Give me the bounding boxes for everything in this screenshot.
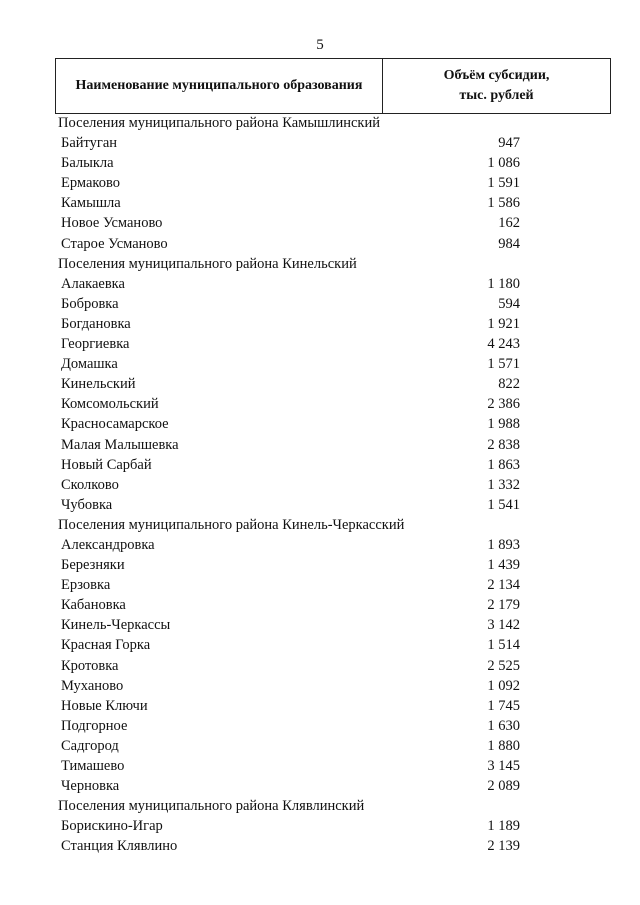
- municipality-name: Борискино-Игар: [61, 818, 163, 835]
- section-heading: Поселения муниципального района Кинельский: [58, 255, 357, 272]
- table-row: [0, 676, 640, 696]
- subsidy-value: 594: [498, 295, 520, 312]
- section-heading: Поселения муниципального района Камышлинский: [58, 115, 380, 131]
- subsidy-value: 1 332: [487, 476, 520, 493]
- subsidy-value: 2 089: [487, 778, 520, 795]
- subsidy-value: 1 571: [487, 356, 520, 373]
- subsidy-value: 1 514: [487, 637, 520, 654]
- subsidy-value: 1 880: [487, 737, 520, 754]
- page-number: 5: [316, 37, 324, 53]
- table-header: [55, 58, 611, 114]
- table-row: [0, 776, 640, 796]
- table-row: [0, 595, 640, 615]
- table-row: [0, 555, 640, 575]
- table-row: [0, 274, 640, 294]
- subsidy-value: 1 439: [487, 557, 520, 574]
- subsidy-table-body: [0, 113, 640, 856]
- subsidy-value: 822: [498, 376, 520, 393]
- table-row: [0, 153, 640, 173]
- table-row: [0, 414, 640, 434]
- municipality-name: Сколково: [61, 476, 119, 493]
- table-row: [0, 435, 640, 455]
- section-heading: Поселения муниципального района Клявлинский: [58, 798, 365, 815]
- subsidy-value: 1 893: [487, 536, 520, 553]
- subsidy-value: 1 180: [487, 275, 520, 292]
- municipality-name: Богдановка: [61, 315, 131, 332]
- subsidy-value: 2 386: [487, 396, 520, 413]
- subsidy-value: 2 139: [487, 838, 520, 855]
- municipality-name: Камышла: [61, 195, 121, 212]
- table-row: [0, 234, 640, 254]
- municipality-name: Александровка: [61, 536, 155, 553]
- subsidy-value: 1 863: [487, 456, 520, 473]
- subsidy-value: 2 134: [487, 577, 520, 594]
- municipality-name: Малая Малышевка: [61, 436, 179, 453]
- subsidy-value: 947: [498, 135, 520, 152]
- municipality-name: Георгиевка: [61, 336, 130, 353]
- table-row: [0, 495, 640, 515]
- municipality-name: Красносамарское: [61, 416, 169, 433]
- subsidy-value: 2 525: [487, 657, 520, 674]
- municipality-name: Кротовка: [61, 657, 119, 674]
- municipality-name: Кинель-Черкассы: [61, 617, 171, 634]
- table-row: [0, 334, 640, 354]
- municipality-name: Подгорное: [61, 717, 128, 734]
- table-row: [0, 374, 640, 394]
- table-row: [0, 756, 640, 776]
- subsidy-value: 162: [498, 215, 520, 232]
- municipality-name: Садгород: [61, 737, 119, 754]
- municipality-name: Станция Клявлино: [61, 838, 178, 855]
- subsidy-value: 1 591: [487, 175, 520, 192]
- table-row: [0, 656, 640, 676]
- table-row: [0, 635, 640, 655]
- municipality-name: Балыкла: [61, 155, 114, 172]
- municipality-name: Новый Сарбай: [61, 456, 152, 473]
- subsidy-value: 1 586: [487, 195, 520, 212]
- subsidy-value: 4 243: [487, 336, 520, 353]
- section-heading-row: [0, 113, 640, 133]
- subsidy-value: 1 086: [487, 155, 520, 172]
- municipality-name: Бобровка: [61, 295, 119, 312]
- table-row: [0, 475, 640, 495]
- table-row: [0, 213, 640, 233]
- section-heading-row: [0, 796, 640, 816]
- municipality-name: Кинельский: [61, 376, 136, 393]
- subsidy-value: 1 541: [487, 496, 520, 513]
- table-row: [0, 615, 640, 635]
- municipality-name: Алакаевка: [61, 275, 125, 292]
- subsidy-value: 1 630: [487, 717, 520, 734]
- table-row: [0, 816, 640, 836]
- municipality-name: Тимашево: [61, 758, 125, 774]
- municipality-name: Красная Горка: [61, 637, 151, 654]
- table-row: [0, 193, 640, 213]
- municipality-name: Комсомольский: [61, 396, 159, 413]
- table-row: [0, 314, 640, 334]
- table-row: [0, 575, 640, 595]
- table-row: [0, 716, 640, 736]
- section-heading: Поселения муниципального района Кинель-Черкасский: [58, 516, 405, 533]
- table-row: [0, 736, 640, 756]
- header-value-column: [383, 59, 610, 113]
- table-row: [0, 294, 640, 314]
- municipality-name: Новое Усманово: [61, 215, 163, 232]
- subsidy-value: 1 988: [487, 416, 520, 433]
- table-row: [0, 696, 640, 716]
- subsidy-value: 3 145: [487, 758, 520, 774]
- section-heading-row: [0, 515, 640, 535]
- header-name-column: Наименование муниципального образования: [56, 59, 383, 113]
- header-value-line2: тыс. рублей: [459, 88, 534, 103]
- subsidy-value: 1 921: [487, 315, 520, 332]
- subsidy-value: 2 838: [487, 436, 520, 453]
- subsidy-value: 3 142: [487, 617, 520, 634]
- municipality-name: Домашка: [61, 356, 118, 373]
- municipality-name: Березняки: [61, 557, 125, 574]
- municipality-name: Новые Ключи: [61, 697, 148, 714]
- municipality-name: Черновка: [61, 778, 120, 795]
- subsidy-value: 2 179: [487, 597, 520, 614]
- subsidy-value: 1 745: [487, 697, 520, 714]
- table-row: [0, 394, 640, 414]
- table-row: [0, 535, 640, 555]
- table-row: [0, 455, 640, 475]
- municipality-name: Кабановка: [61, 597, 126, 614]
- section-heading-row: [0, 254, 640, 274]
- table-row: [0, 836, 640, 856]
- municipality-name: Муханово: [61, 677, 124, 694]
- table-row: [0, 133, 640, 153]
- header-value-line1: Объём субсидии,: [443, 68, 550, 83]
- municipality-name: Чубовка: [61, 496, 113, 513]
- municipality-name: Байтуган: [61, 135, 118, 152]
- subsidy-value: 1 189: [487, 818, 520, 835]
- municipality-name: Старое Усманово: [61, 235, 168, 252]
- municipality-name: Ерзовка: [61, 577, 111, 594]
- subsidy-value: 1 092: [487, 677, 520, 694]
- table-row: [0, 173, 640, 193]
- subsidy-value: 984: [498, 235, 520, 252]
- municipality-name: Ермаково: [61, 175, 120, 192]
- table-row: [0, 354, 640, 374]
